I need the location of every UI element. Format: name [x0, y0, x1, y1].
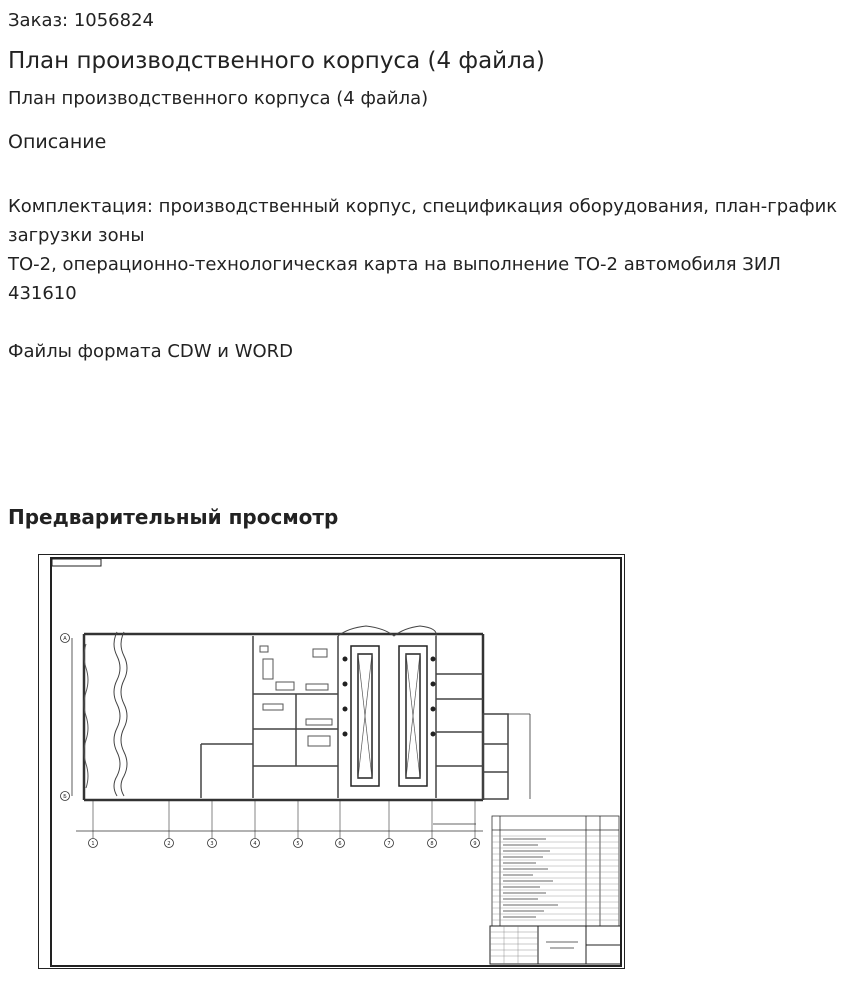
axis-label-9: 9 — [473, 841, 477, 847]
axis-label-3: 3 — [210, 841, 214, 847]
axis-label-5: 5 — [296, 841, 300, 847]
order-number: Заказ: 1056824 — [8, 10, 154, 31]
axis-label-1: 1 — [91, 841, 95, 847]
page-title: План производственного корпуса (4 файла) — [8, 48, 545, 74]
axis-label-7: 7 — [387, 841, 391, 847]
axis-label-4: 4 — [253, 841, 257, 847]
description-body — [8, 192, 838, 366]
preview-heading: Предварительный просмотр — [8, 505, 339, 529]
description-line-3: Файлы формата CDW и WORD — [8, 341, 294, 362]
axis-label-row-b: Б — [63, 794, 67, 800]
axis-label-row-a: А — [63, 636, 67, 642]
description-heading: Описание — [8, 131, 107, 153]
axis-label-6: 6 — [338, 841, 342, 847]
axis-label-8: 8 — [430, 841, 434, 847]
axis-label-2: 2 — [167, 841, 171, 847]
preview-drawing-image — [38, 554, 625, 969]
description-line-2: ТО-2, операционно-технологическая карта на выполнение ТО-2 автомобиля ЗИЛ 431610 — [8, 254, 781, 304]
page-subtitle: План производственного корпуса (4 файла) — [8, 88, 429, 109]
description-line-1: Комплектация: производственный корпус, спецификация оборудования, план-график загрузки зоны — [8, 196, 838, 246]
